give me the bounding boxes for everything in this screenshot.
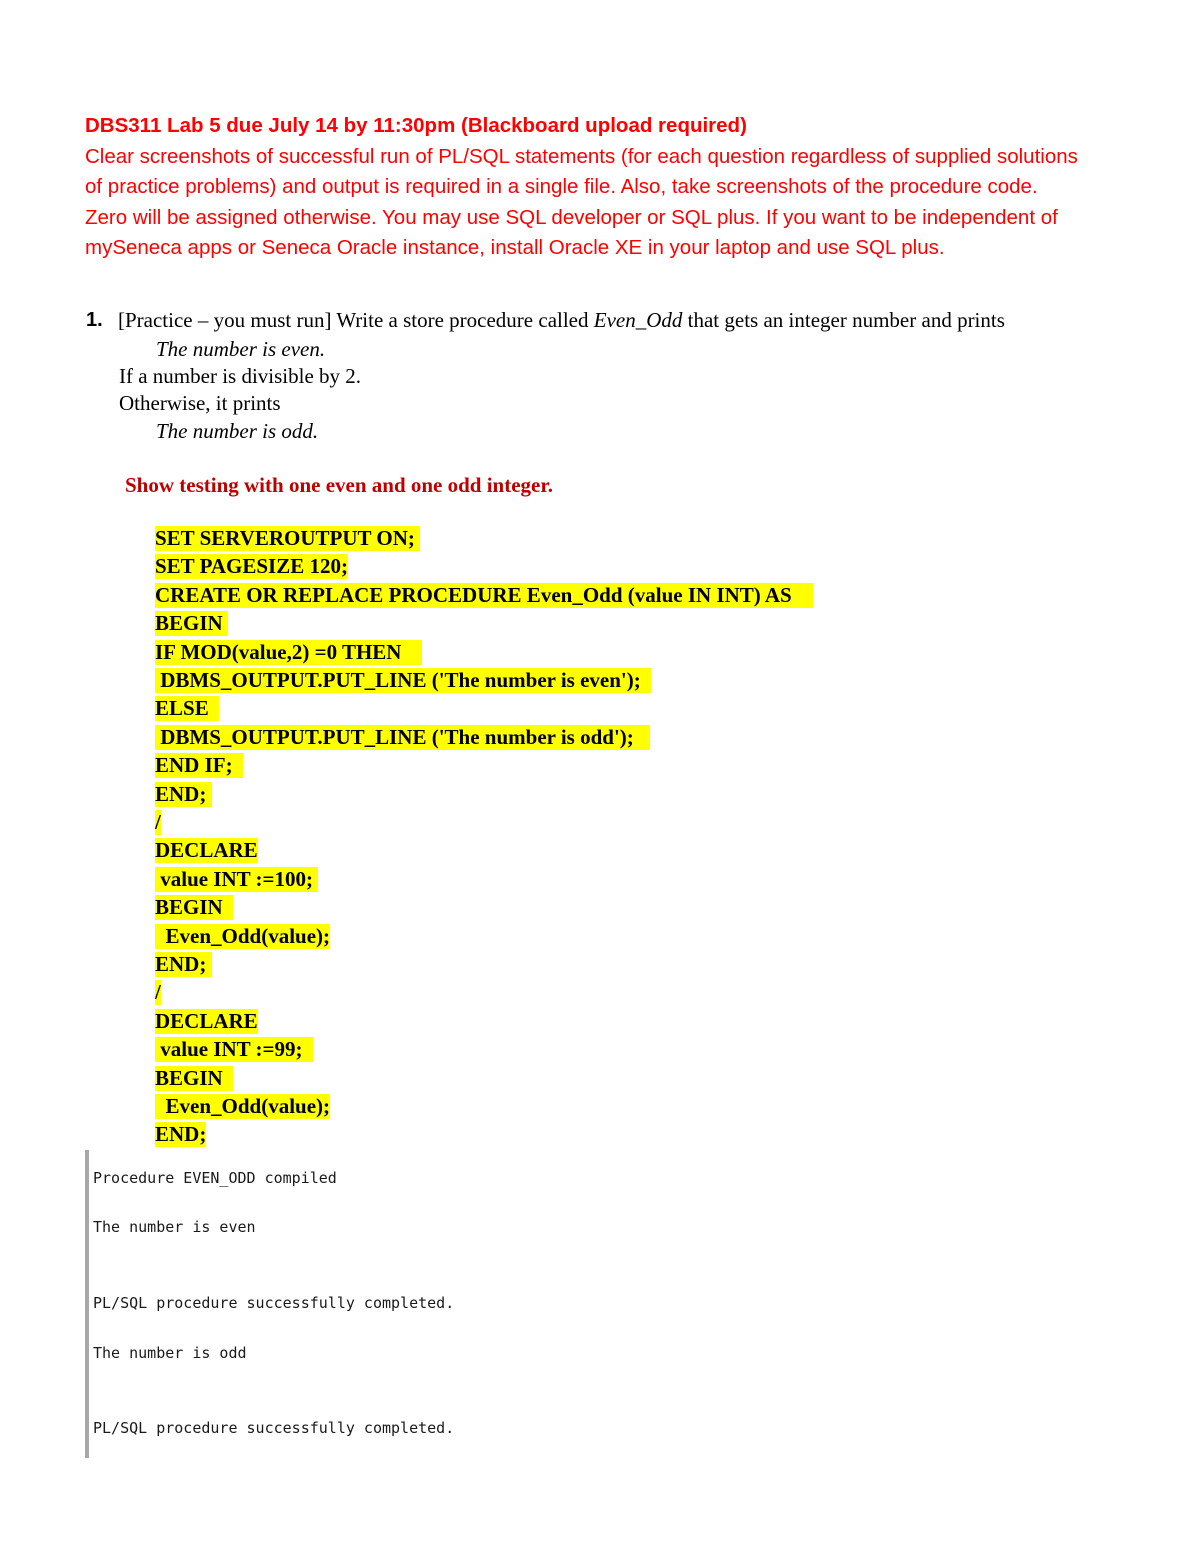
code-line [155, 581, 813, 609]
code-line [155, 978, 161, 1006]
output-line: The number is odd [93, 1344, 247, 1362]
code-line-text: DBMS_OUTPUT.PUT_LINE ('The number is odd'); [155, 724, 650, 749]
instruction-line-2: of practice problems) and output is required in a single file. Also, take screenshots of the procedure code. [85, 175, 1038, 198]
code-line-text: SET SERVEROUTPUT ON; [155, 526, 421, 550]
code-line-text: IF MOD(value,2) =0 THEN [155, 639, 423, 664]
code-line [155, 780, 212, 808]
code-line-text: BEGIN [155, 1065, 234, 1090]
code-line [155, 1035, 313, 1063]
code-line [155, 836, 258, 864]
code-line [155, 808, 161, 836]
code-line [155, 751, 243, 779]
code-line-text: Even_Odd(value); [155, 1094, 331, 1118]
question-prompt-pre: [Practice – you must run] Write a store procedure called [118, 308, 594, 332]
otherwise-text: Otherwise, it prints [119, 391, 281, 415]
code-line-text: CREATE OR REPLACE PROCEDURE Even_Odd (value IN INT) AS [155, 582, 813, 607]
code-line [155, 950, 212, 978]
code-line-text: value INT :=100; [155, 866, 319, 891]
code-line [155, 893, 233, 921]
code-line-text: END; [155, 1122, 207, 1147]
instruction-line-4: mySeneca apps or Seneca Oracle instance, install Oracle XE in your laptop and use SQL plus. [85, 236, 945, 259]
code-line [155, 1120, 206, 1148]
code-line-text: BEGIN [155, 611, 228, 636]
code-line-text: END IF; [155, 753, 244, 778]
code-line [155, 1064, 233, 1092]
code-line-text: Even_Odd(value); [155, 923, 331, 948]
code-line-text: BEGIN [155, 895, 234, 920]
code-line-text: END; [155, 952, 212, 976]
code-line-text: / [155, 980, 161, 1005]
output-line: The number is even [93, 1218, 256, 1236]
even-message: The number is even. [156, 337, 326, 361]
divisible-text: If a number is divisible by 2. [119, 364, 362, 388]
code-line-text: ELSE [155, 696, 220, 721]
code-line [155, 638, 422, 666]
code-line-text: DBMS_OUTPUT.PUT_LINE ('The number is even'); [155, 668, 652, 692]
code-line [155, 694, 219, 722]
output-line: Procedure EVEN_ODD compiled [93, 1169, 337, 1187]
code-line [155, 865, 318, 893]
code-line-text: END; [155, 781, 212, 806]
code-line-text: SET PAGESIZE 120; [155, 554, 348, 579]
output-line: PL/SQL procedure successfully completed. [93, 1294, 455, 1312]
code-line [155, 524, 420, 552]
code-line [155, 609, 228, 637]
code-line [155, 1007, 258, 1035]
output-line: PL/SQL procedure successfully completed. [93, 1419, 455, 1437]
code-line-text: DECLARE [155, 838, 258, 863]
code-line [155, 552, 348, 580]
code-line [155, 1092, 330, 1120]
code-line [155, 723, 650, 751]
code-line [155, 666, 651, 694]
code-line [155, 922, 330, 950]
instruction-line-3: Zero will be assigned otherwise. You may use SQL developer or SQL plus. If you want to be independent of [85, 205, 1058, 229]
lab-title: DBS311 Lab 5 due July 14 by 11:30pm (Blackboard upload required) [85, 114, 747, 137]
question-number: 1. [86, 309, 103, 331]
script-output-screenshot [85, 1150, 585, 1460]
odd-message: The number is odd. [156, 419, 319, 443]
code-line-text: value INT :=99; [155, 1037, 314, 1062]
lab-header [85, 111, 1125, 264]
code-line-text: / [155, 810, 161, 834]
output-left-border [85, 1150, 89, 1458]
show-testing-note: Show testing with one even and one odd integer. [125, 473, 554, 497]
question-prompt-post: that gets an integer number and prints [682, 308, 1005, 332]
question-prompt [118, 306, 1005, 334]
procedure-name: Even_Odd [593, 308, 683, 332]
instruction-line-1: Clear screenshots of successful run of PL/SQL statements (for each question regardless of supplied solutions [85, 144, 1078, 168]
code-line-text: DECLARE [155, 1008, 258, 1033]
